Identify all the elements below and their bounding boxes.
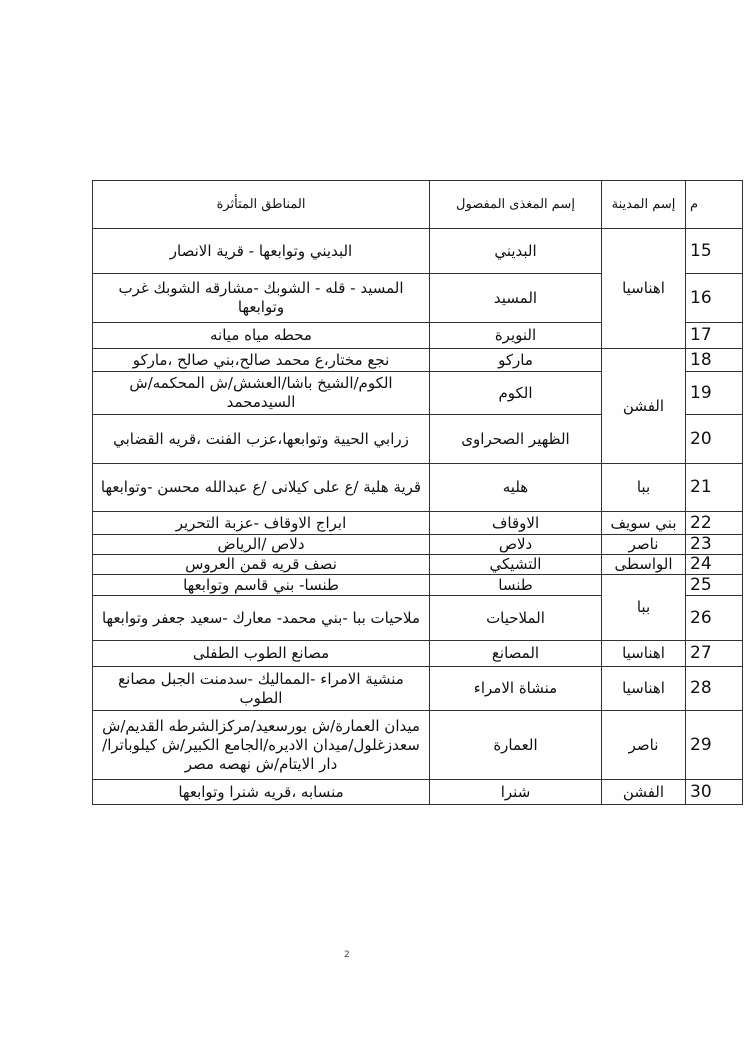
row-number: 22	[686, 512, 743, 535]
row-number: 25	[686, 575, 743, 596]
city-cell: ببا	[602, 464, 686, 512]
feeder-cell: دلاص	[430, 535, 602, 555]
feeder-cell: ماركو	[430, 349, 602, 372]
row-number: 29	[686, 711, 743, 780]
areas-cell: نصف قريه قمن العروس	[93, 555, 430, 575]
feeder-cell: الظهير الصحراوى	[430, 415, 602, 464]
table-row	[93, 780, 743, 805]
areas-cell: منسابه ،قريه شنرا وتوابعها	[93, 780, 430, 805]
areas-cell: نجع مختار،ع محمد صالح،بني صالح ،ماركو	[93, 349, 430, 372]
areas-cell: منشية الامراء -المماليك -سدمنت الجبل مصانع الطوب	[93, 667, 430, 711]
feeder-cell: العمارة	[430, 711, 602, 780]
table-row	[93, 711, 743, 780]
feeder-cell: الملاحيات	[430, 596, 602, 641]
areas-cell: زرابي الحيية وتوابعها،عزب الفنت ،قريه القضابي	[93, 415, 430, 464]
city-cell: الفشن	[602, 349, 686, 464]
feeder-cell: الاوقاف	[430, 512, 602, 535]
header-areas: المناطق المتأثرة	[93, 181, 430, 229]
table-row	[93, 667, 743, 711]
areas-cell: قرية هلية /ع على كيلانى /ع عبدالله محسن -وتوابعها	[93, 464, 430, 512]
page-number: 2	[344, 950, 350, 960]
table-row	[93, 512, 743, 535]
outage-table	[92, 180, 743, 805]
feeder-cell: البديني	[430, 229, 602, 274]
areas-cell: دلاص /الرياض	[93, 535, 430, 555]
city-cell: ببا	[602, 575, 686, 641]
row-number: 16	[686, 274, 743, 323]
city-cell: الفشن	[602, 780, 686, 805]
feeder-cell: النويرة	[430, 323, 602, 349]
feeder-cell: الكوم	[430, 372, 602, 415]
table-row	[93, 555, 743, 575]
feeder-cell: المسيد	[430, 274, 602, 323]
areas-cell: ميدان العمارة/ش بورسعيد/مركزالشرطه القديم/ش سعدزغلول/ميدان الاديره/الجامع الكبير/ش كيلوباترا/دار الايتام/ش نهصه مصر	[93, 711, 430, 780]
header-num: م	[686, 181, 743, 229]
areas-cell: ملاحيات ببا -بني محمد- معارك -سعيد جعفر وتوابعها	[93, 596, 430, 641]
areas-cell: الكوم/الشيخ باشا/العشش/ش المحكمه/ش السيدمحمد	[93, 372, 430, 415]
row-number: 27	[686, 641, 743, 667]
row-number: 30	[686, 780, 743, 805]
feeder-cell: هليه	[430, 464, 602, 512]
city-cell: الواسطى	[602, 555, 686, 575]
table-row	[93, 464, 743, 512]
row-number: 20	[686, 415, 743, 464]
row-number: 18	[686, 349, 743, 372]
table-row	[93, 575, 743, 596]
city-cell: ناصر	[602, 535, 686, 555]
row-number: 21	[686, 464, 743, 512]
feeder-cell: التشيكي	[430, 555, 602, 575]
table-row	[93, 535, 743, 555]
row-number: 28	[686, 667, 743, 711]
row-number: 24	[686, 555, 743, 575]
city-cell: بني سويف	[602, 512, 686, 535]
city-cell: اهناسيا	[602, 667, 686, 711]
areas-cell: طنسا- بني قاسم وتوابعها	[93, 575, 430, 596]
header-row	[93, 181, 743, 229]
areas-cell: مصانع الطوب الطفلى	[93, 641, 430, 667]
areas-cell: محطه مياه ميانه	[93, 323, 430, 349]
feeder-cell: المصانع	[430, 641, 602, 667]
table-row	[93, 229, 743, 274]
areas-cell: البديني وتوابعها - قرية الانصار	[93, 229, 430, 274]
row-number: 15	[686, 229, 743, 274]
areas-cell: ابراج الاوقاف -عزبة التحرير	[93, 512, 430, 535]
table-row	[93, 641, 743, 667]
city-cell: اهناسيا	[602, 229, 686, 349]
row-number: 19	[686, 372, 743, 415]
city-cell: ناصر	[602, 711, 686, 780]
row-number: 17	[686, 323, 743, 349]
header-feeder: إسم المغذى المفصول	[430, 181, 602, 229]
feeder-cell: طنسا	[430, 575, 602, 596]
feeder-cell: منشاة الامراء	[430, 667, 602, 711]
feeder-cell: شنرا	[430, 780, 602, 805]
areas-cell: المسيد - قله - الشوبك -مشارقه الشوبك غرب وتوابعها	[93, 274, 430, 323]
row-number: 23	[686, 535, 743, 555]
row-number: 26	[686, 596, 743, 641]
city-cell: اهناسيا	[602, 641, 686, 667]
header-city: إسم المدينة	[602, 181, 686, 229]
table-row	[93, 349, 743, 372]
